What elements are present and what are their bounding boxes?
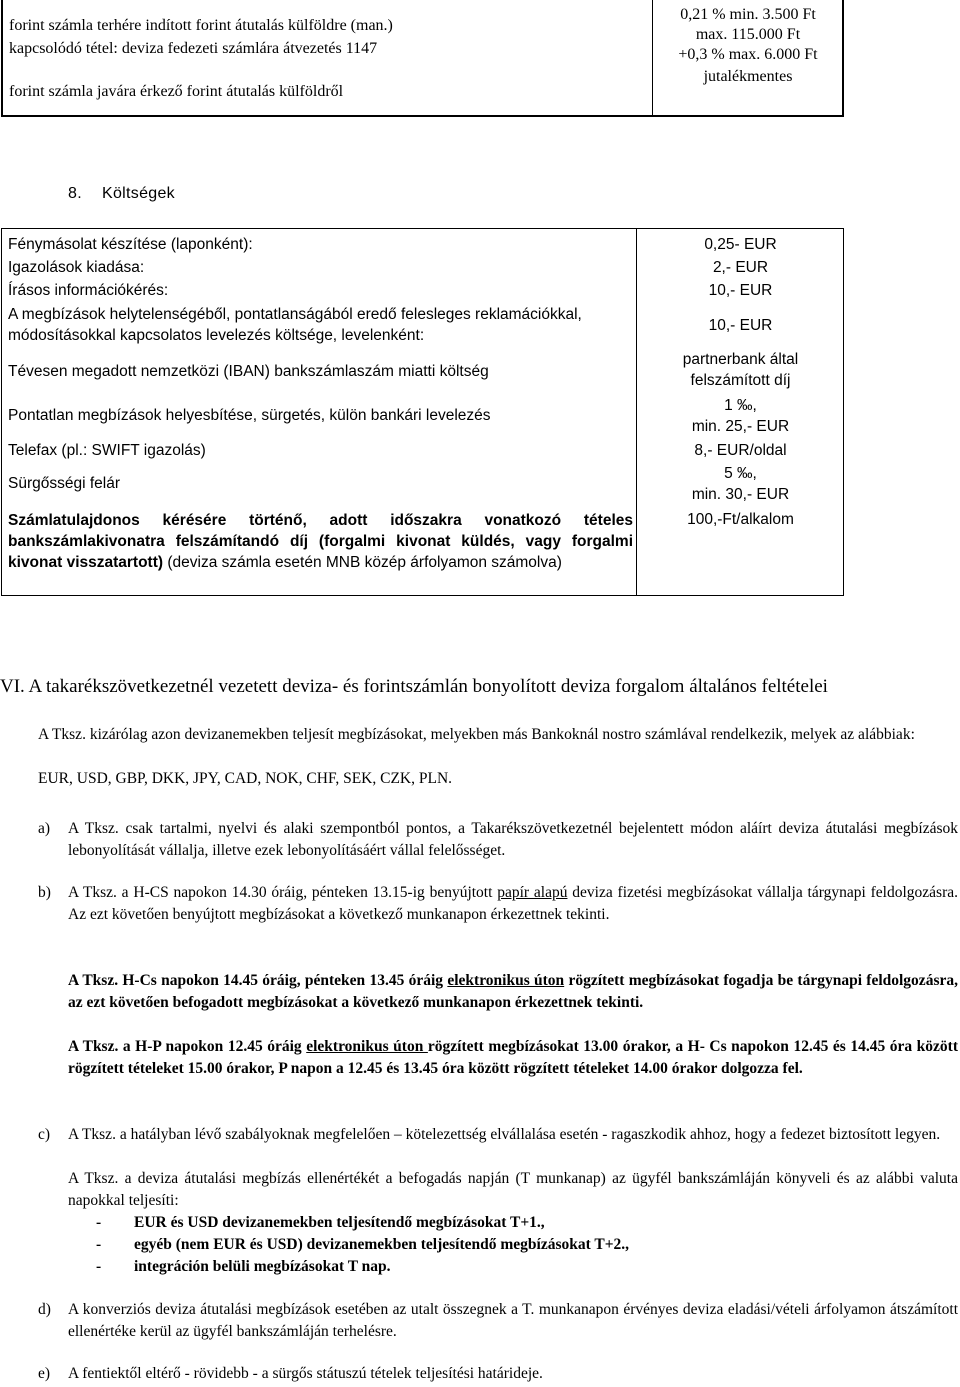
bullet-text: egyéb (nem EUR és USD) devizanemekben teljesítendő megbízásokat T+2.,	[134, 1236, 630, 1253]
fee-value: jutalékmentes	[703, 68, 793, 85]
fee-descriptions	[9, 14, 649, 103]
text-underlined: papír alapú	[497, 884, 568, 901]
item-label: d)	[38, 1301, 51, 1318]
section-title: Költségek	[102, 185, 175, 202]
fee-value: max. 115.000 Ft	[695, 26, 801, 43]
section-title: A takarékszövetkezetnél vezetett deviza- és forintszámlán bonyolított deviza forgalom általános feltételei	[28, 676, 828, 697]
cost-value: 100,-Ft/alkalom	[687, 511, 794, 528]
bullet-dash: -	[96, 1214, 102, 1231]
item-text	[68, 882, 958, 926]
text-underlined: elektronikus úton	[306, 1038, 428, 1055]
fee-value: +0,3 % max. 6.000 Ft	[678, 46, 818, 63]
item-label: b)	[38, 884, 51, 901]
item-label: a)	[38, 820, 51, 837]
cost-value-line: partnerbank által	[682, 351, 799, 368]
bullet-dash: -	[96, 1258, 102, 1275]
item-text	[68, 1036, 958, 1080]
cost-value-line: min. 25,- EUR	[691, 418, 790, 435]
cost-label-rest: (deviza számla esetén MNB közép árfolyamon számolva)	[163, 554, 562, 571]
item-label: e)	[38, 1365, 51, 1382]
cost-label: Fénymásolat készítése (laponként):	[8, 236, 253, 253]
item-text: A konverziós deviza átutalási megbízások esetében az utalt összegnek a T. munkanapon érvényes deviza eladási/vételi árfolyamon átszámított ellenértéke kerül az ügyfél bankszámláján terhelésre.	[68, 1301, 958, 1340]
cost-value: 8,- EUR/oldal	[694, 442, 787, 459]
cost-value-line: 5 ‰,	[724, 465, 757, 482]
cost-value-line: min. 30,- EUR	[691, 486, 790, 503]
cost-value: 10,- EUR	[708, 282, 773, 299]
cost-label: Pontatlan megbízások helyesbítése, sürgetés, külön bankári levelezés	[8, 407, 491, 424]
item-text: A Tksz. csak tartalmi, nyelvi és alaki szempontból pontos, a Takarékszövetkezetnél bejelentett módon aláírt deviza átutalási megbízások lebonyolítását vállalja, illetve ezek lebonyolításáért vállal felelősséget.	[68, 820, 958, 859]
fee-description: kapcsolódó tétel: deviza fedezeti számlára átvezetés 1147	[9, 40, 378, 57]
cost-value-line: 1 ‰,	[724, 397, 757, 414]
section-number: 8.	[68, 185, 82, 202]
section-heading-costs	[68, 185, 175, 203]
fee-value: 0,21 % min. 3.500 Ft	[680, 6, 816, 23]
fee-table-top	[1, 0, 844, 117]
bullet-dash: -	[96, 1236, 102, 1253]
text-part: A Tksz. H-Cs napokon 14.45 óráig, pénteken 13.45 óráig	[68, 972, 448, 989]
cost-value	[638, 395, 843, 437]
cost-label-bold: Számlatulajdonos kérésére történő, adott időszakra vonatkozó tételes bankszámlakivonatra felszámítandó díj (forgalmi kivonat küldés, vagy forgalmi kivonat visszatartott)	[8, 512, 633, 571]
bullet-text: EUR és USD devizanemekben teljesítendő megbízásokat T+1.,	[134, 1214, 545, 1231]
cost-value: 0,25- EUR	[704, 236, 777, 253]
text-part: deviza fizetési megbízásokat vállalja tárgynapi feldolgozásra. Az ezt követően benyújtott megbízásokat a következő munkanapon érkezettnek tekinti.	[68, 884, 958, 923]
item-text: A Tksz. a hatályban lévő szabályoknak megfelelően – kötelezettség elvállalása esetén - ragaszkodik ahhoz, hogy a fedezet biztosított legyen.	[68, 1126, 941, 1143]
fee-description: forint számla javára érkező forint átutalás külföldről	[9, 83, 344, 100]
cost-value: 2,- EUR	[712, 259, 769, 276]
section-heading-conditions	[0, 676, 828, 698]
item-text	[68, 970, 958, 1014]
cost-value: 10,- EUR	[708, 317, 773, 334]
text-part: A Tksz. a H-P napokon 12.45 óráig	[68, 1038, 307, 1055]
fee-values	[658, 5, 838, 87]
item-text: A fentiektől eltérő - rövidebb - a sürgős státuszú tételek teljesítési határideje.	[68, 1365, 543, 1382]
cost-label: Sürgősségi felár	[8, 475, 121, 492]
costs-table	[1, 228, 844, 596]
cost-value	[638, 463, 843, 505]
intro-paragraph: A Tksz. kizárólag azon devizanemekben teljesít megbízásokat, melyekben más Bankoknál nostro számlával rendelkezik, melyek az alábbiak:	[38, 726, 915, 743]
cost-value-line: felszámított díj	[690, 372, 791, 389]
text-part: A Tksz. a H-CS napokon 14.30 óráig, pénteken 13.15-ig benyújtott	[68, 884, 498, 901]
cost-value	[638, 349, 843, 391]
cost-label	[8, 510, 633, 573]
text-part: rögzített megbízásokat fogadja be tárgynapi feldolgozásra, az ezt követően befogadott megbízásokat a következő munkanapon érkezettnek tekinti.	[68, 972, 958, 1011]
table-divider	[652, 0, 653, 115]
currency-list: EUR, USD, GBP, DKK, JPY, CAD, NOK, CHF, SEK, CZK, PLN.	[38, 770, 453, 787]
item-label: c)	[38, 1126, 51, 1143]
text-part: rögzített megbízásokat 13.00 órakor, a H- Cs napokon 12.45 és 14.45 óra között rögzített tételeket 15.00 órakor, P napon a 12.45 és 13.45 óra között rögzített tételeket 14.00 órakor dolgozza fel.	[68, 1038, 958, 1077]
fee-description: forint számla terhére indított forint átutalás külföldre (man.)	[9, 17, 393, 34]
item-text: A Tksz. a deviza átutalási megbízás ellenértékét a befogadás napján (T munkanap) az ügyfél bankszámláján könyveli és az alábbi valuta napokkal teljesíti:	[68, 1170, 958, 1209]
table-divider	[636, 229, 637, 595]
cost-label: Írásos információkérés:	[8, 282, 169, 299]
cost-label: A megbízások helytelenségéből, pontatlanságából eredő felesleges reklamációkkal, módosításokkal kapcsolatos levelezés költsége, levelenként:	[8, 306, 582, 344]
section-number: VI.	[0, 676, 25, 697]
cost-label: Igazolások kiadása:	[8, 259, 145, 276]
cost-label: Telefax (pl.: SWIFT igazolás)	[8, 442, 206, 459]
text-underlined: elektronikus úton	[447, 972, 565, 989]
cost-label: Tévesen megadott nemzetközi (IBAN) bankszámlaszám miatti költség	[8, 363, 489, 380]
bullet-text: integráción belüli megbízásokat T nap.	[134, 1258, 391, 1275]
